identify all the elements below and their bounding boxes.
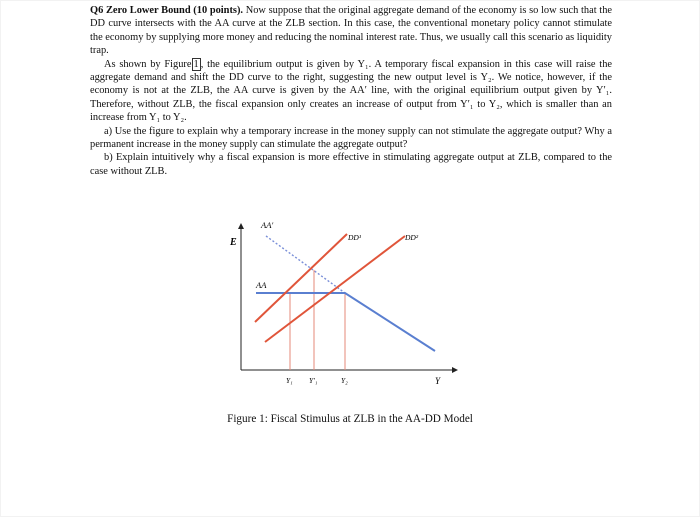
- label-y2: Y₂: [341, 376, 348, 385]
- label-aa: AA: [256, 280, 267, 290]
- question-b: b) Explain intuitively why a fiscal expansion is more effective in stimulating aggregate output at ZLB, compared to the case without ZLB.: [90, 152, 612, 177]
- dd2-curve: [265, 236, 405, 342]
- paragraph-intro: [90, 4, 612, 58]
- label-y-axis: Y: [435, 376, 441, 386]
- figure-caption: Figure 1: Fiscal Stimulus at ZLB in the AA-DD Model: [227, 413, 473, 425]
- figure-reference-link[interactable]: 1: [193, 58, 199, 70]
- question-title: Q6 Zero Lower Bound (10 points).: [90, 5, 244, 16]
- label-e-axis: E: [230, 237, 237, 248]
- label-y1: Y₁: [286, 376, 293, 385]
- aa-dd-diagram: [220, 214, 460, 394]
- paragraph-2-rest: , the equilibrium output is given by Y₁. A temporary fiscal expansion in this case will raise the aggregate demand and shift the DD curve to the right, suggesting the new output level is Y₂. We notice, however, if the economy is not at the ZLB, the AA curve is given by the AA′ line, with the original equilibrium output given by Y′₁. Therefore, without ZLB, the fiscal expansion only creates an increase of output from Y′₁ to Y₂, which is smaller than an increase from Y₁ to Y₂.: [90, 58, 612, 124]
- label-aa-prime: AA′: [261, 220, 274, 230]
- question-text: [90, 4, 612, 178]
- question-a: a) Use the figure to explain why a temporary increase in the money supply can not stimulate the aggregate output? Why a permanent increase in the money supply can stimulate the aggregate output?: [90, 125, 612, 151]
- paragraph-figure-explanation: [90, 58, 612, 125]
- aa-dd-figure: [220, 214, 460, 394]
- label-dd1: DD¹: [348, 233, 362, 242]
- paragraph-1-text: Now suppose that the original aggregate demand of the economy is so low such that the DD curve intersects with the AA curve at the ZLB section. In this case, the conventional monetary policy cannot stimulate the economy by supplying more money and reducing the nominal interest rate. Thus, we usually call this scenario as liquidity trap.: [90, 5, 612, 57]
- label-y1-prime: Y′₁: [309, 376, 318, 385]
- aa-prime-curve: [266, 236, 345, 293]
- label-dd2: DD²: [405, 233, 419, 242]
- paragraph-2-start: As shown by Figure: [104, 58, 192, 70]
- dd1-curve: [255, 234, 347, 322]
